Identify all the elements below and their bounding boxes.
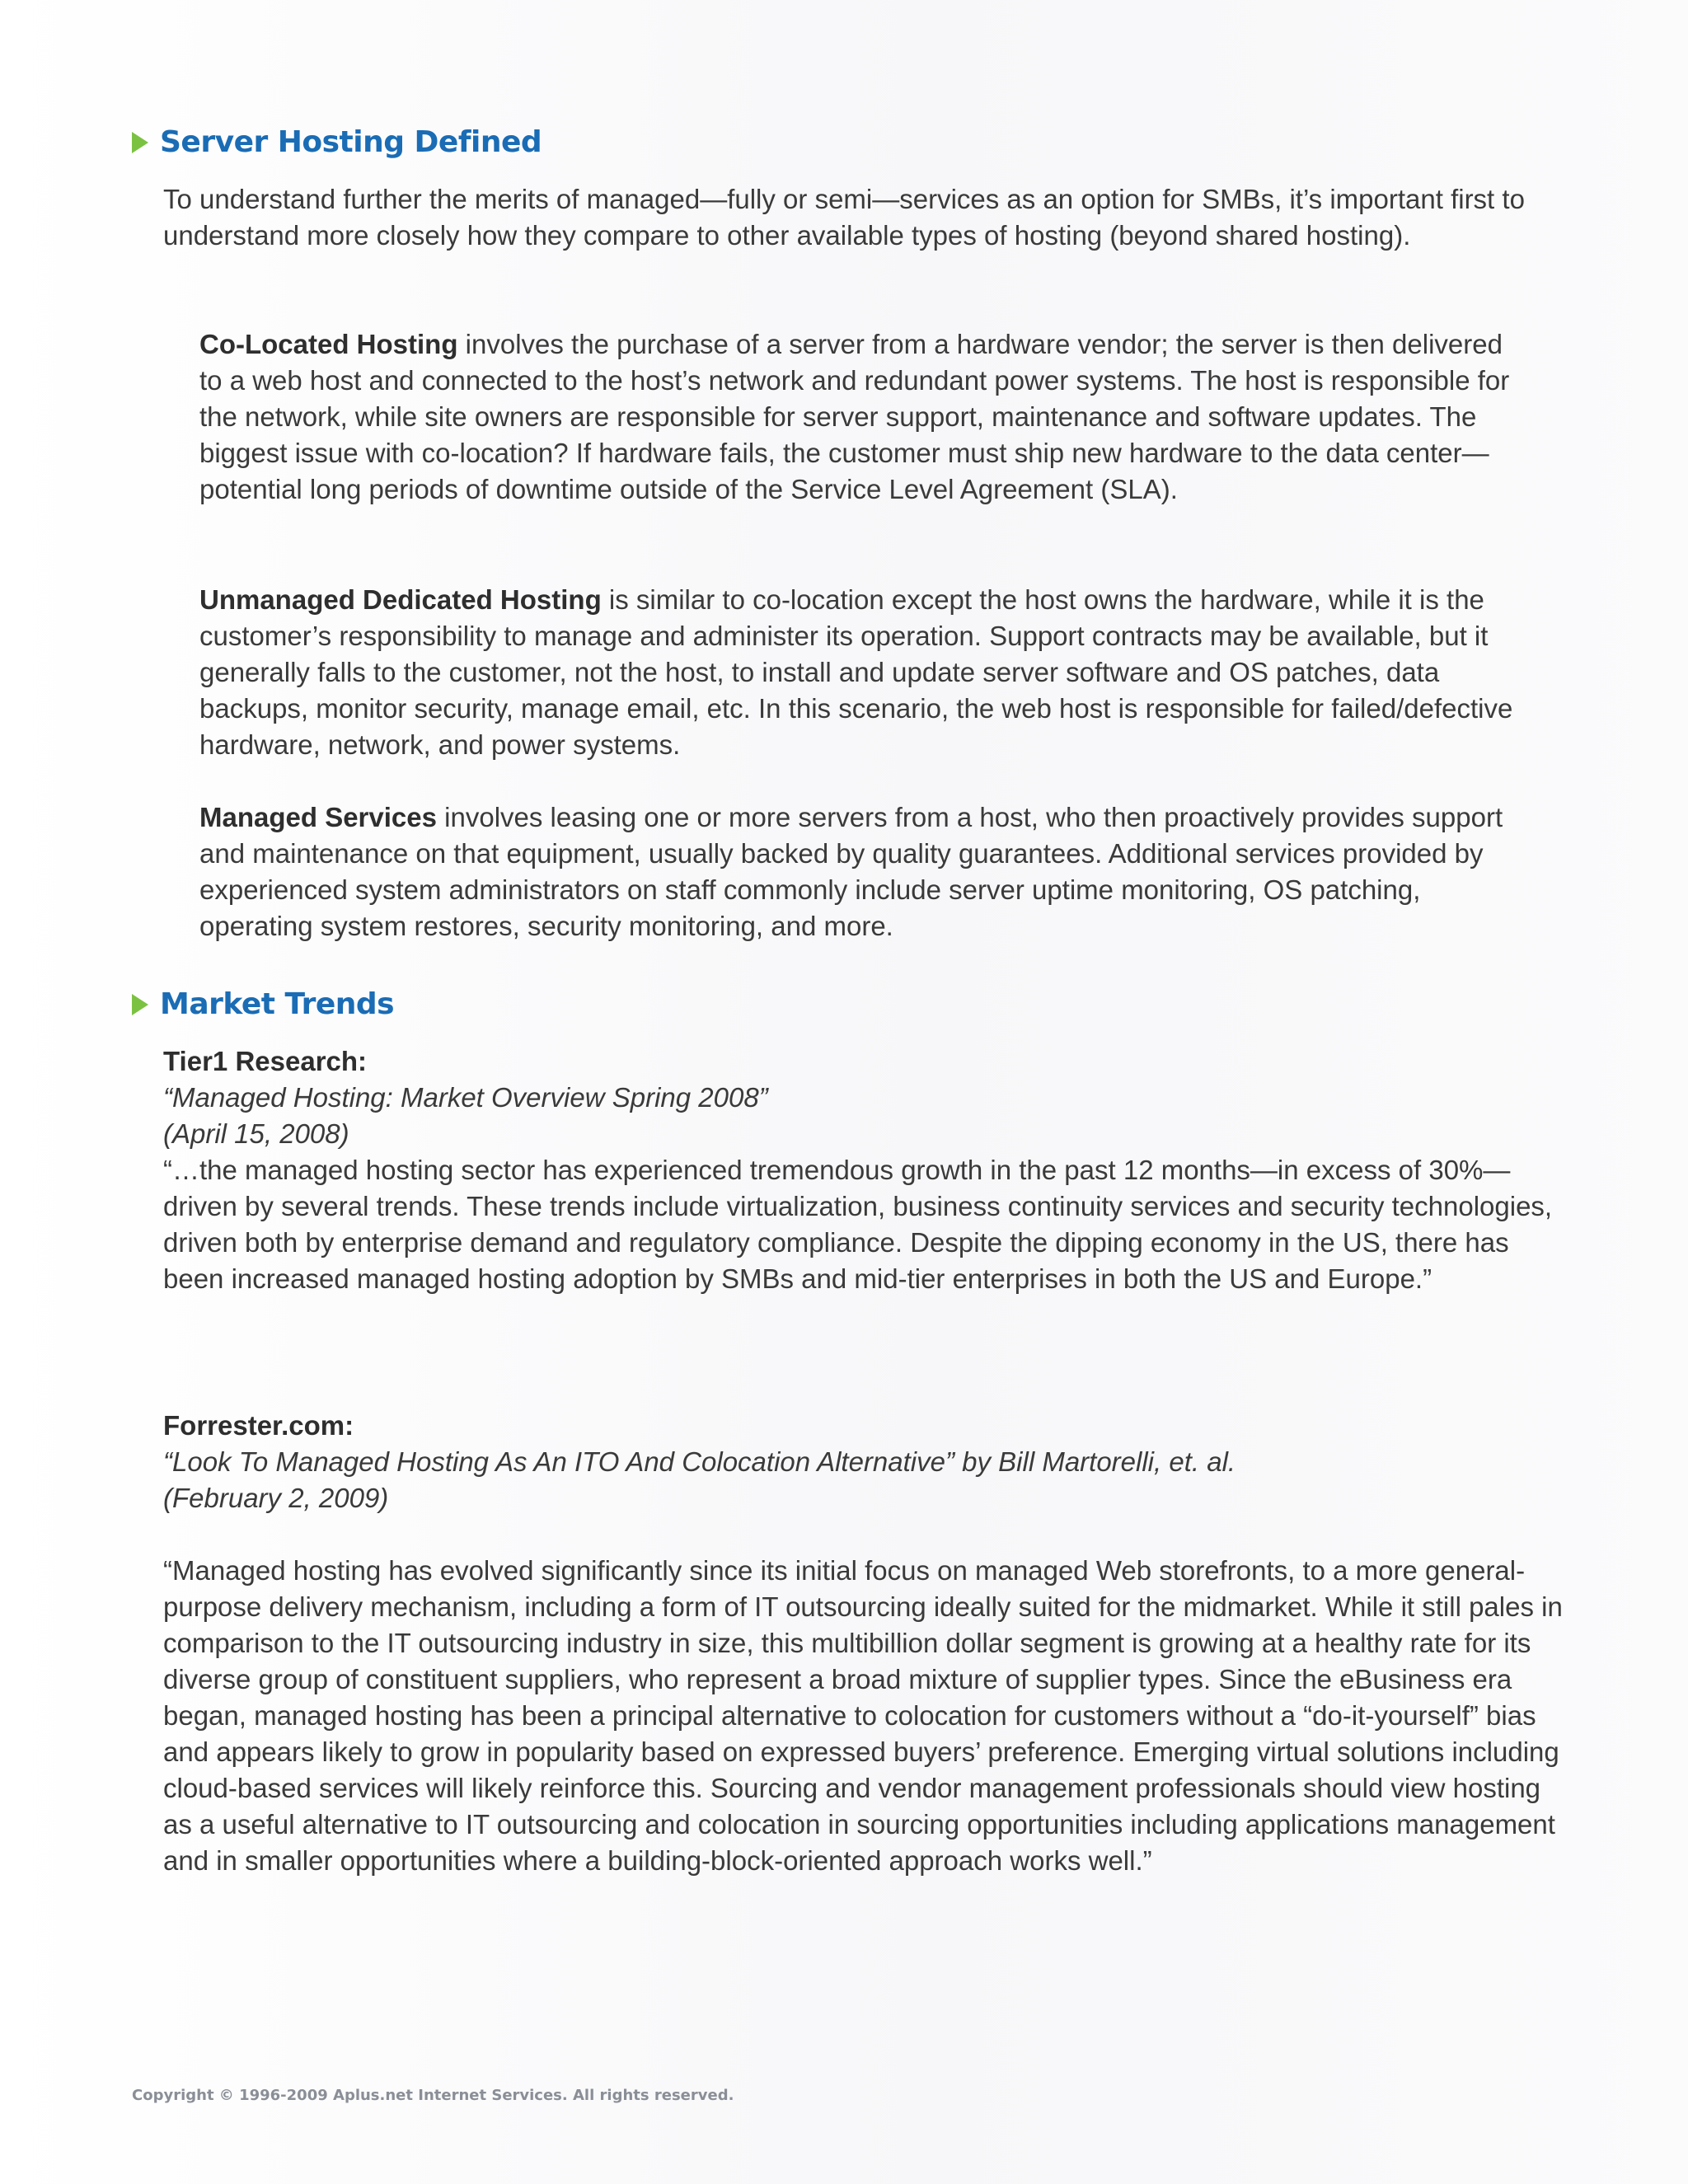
section-heading-trends bbox=[132, 987, 394, 1021]
triangle-right-icon bbox=[132, 994, 148, 1015]
section-title: Market Trends bbox=[160, 987, 395, 1021]
definition-unmanaged bbox=[199, 582, 1526, 763]
definition-text: involves leasing one or more servers from a host, who then proactively provides support and maintenance on that equipment, usually backed by quality guarantees. Additional services provided by experienced system administrators on staff commonly include server uptime monitoring, OS patching, operating system restores, security monitoring, and more. bbox=[199, 802, 1503, 941]
definition-managed bbox=[199, 799, 1526, 944]
section-heading-hosting bbox=[132, 125, 542, 159]
definition-term: Co-Located Hosting bbox=[199, 329, 458, 359]
source-date: (April 15, 2008) bbox=[163, 1118, 349, 1149]
definition-term: Unmanaged Dedicated Hosting bbox=[199, 584, 602, 615]
source-quote: “Managed hosting has evolved significantly since its initial focus on managed Web storefronts, to a more general-purpose delivery mechanism, including a form of IT outsourcing ideally suited for the midmarket. While it still pales in comparison to the IT outsourcing industry in size, this multibillion dollar segment is growing at a healthy rate for its diverse group of constituent suppliers, who represent a broad mixture of supplier types. Since the eBusiness era began, managed hosting has been a principal alternative to colocation for customers without a “do-it-yourself” bias and appears likely to grow in popularity based on expressed buyers’ preference. Emerging virtual solutions including cloud-based services will likely reinforce this. Sourcing and vendor management professionals should view hosting as a useful alternative to IT outsourcing and colocation in sourcing opportunities including applications management and in smaller opportunities where a building-block-oriented approach works well.” bbox=[163, 1555, 1563, 1876]
source-name: Forrester.com: bbox=[163, 1410, 354, 1441]
source-forrester bbox=[163, 1408, 1564, 1516]
source-title: “Look To Managed Hosting As An ITO And Colocation Alternative” by Bill Martorelli, et. al. bbox=[163, 1446, 1236, 1477]
definition-text: involves the purchase of a server from a hardware vendor; the server is then delivered to a web host and connected to the host’s network and redundant power systems. The host is responsible for the network, while site owners are responsible for server support, maintenance and software updates. The biggest issue with co-location? If hardware fails, the customer must ship new hardware to the data center—potential long periods of downtime outside of the Service Level Agreement (SLA). bbox=[199, 329, 1510, 504]
source-quote: “…the managed hosting sector has experienced tremendous growth in the past 12 months—in excess of 30%—driven by several trends. These trends include virtualization, business continuity services and security technologies, driven both by enterprise demand and regulatory compliance. Despite the dipping economy in the US, there has been increased managed hosting adoption by SMBs and mid-tier enterprises in both the US and Europe.” bbox=[163, 1155, 1553, 1294]
copyright-footer: Copyright © 1996-2009 Aplus.net Internet Services. All rights reserved. bbox=[132, 2087, 734, 2104]
definition-text: is similar to co-location except the host owns the hardware, while it is the customer’s responsibility to manage and administer its operation. Support contracts may be available, but it generally falls to the customer, not the host, to install and update server software and OS patches, data backups, monitor security, manage email, etc. In this scenario, the web host is responsible for failed/defective hardware, network, and power systems. bbox=[199, 584, 1513, 760]
source-tier1 bbox=[163, 1043, 1564, 1297]
definition-term: Managed Services bbox=[199, 802, 437, 832]
triangle-right-icon bbox=[132, 132, 148, 153]
source-date: (February 2, 2009) bbox=[163, 1483, 389, 1513]
definition-colocated bbox=[199, 326, 1526, 508]
source-title: “Managed Hosting: Market Overview Spring 2008” bbox=[163, 1082, 768, 1113]
section-title: Server Hosting Defined bbox=[160, 125, 542, 159]
intro-paragraph: To understand further the merits of managed—fully or semi—services as an option for SMBs, it’s important first to understand more closely how they compare to other available types of hosting (beyond shared hosting). bbox=[163, 184, 1525, 251]
source-name: Tier1 Research: bbox=[163, 1046, 368, 1076]
